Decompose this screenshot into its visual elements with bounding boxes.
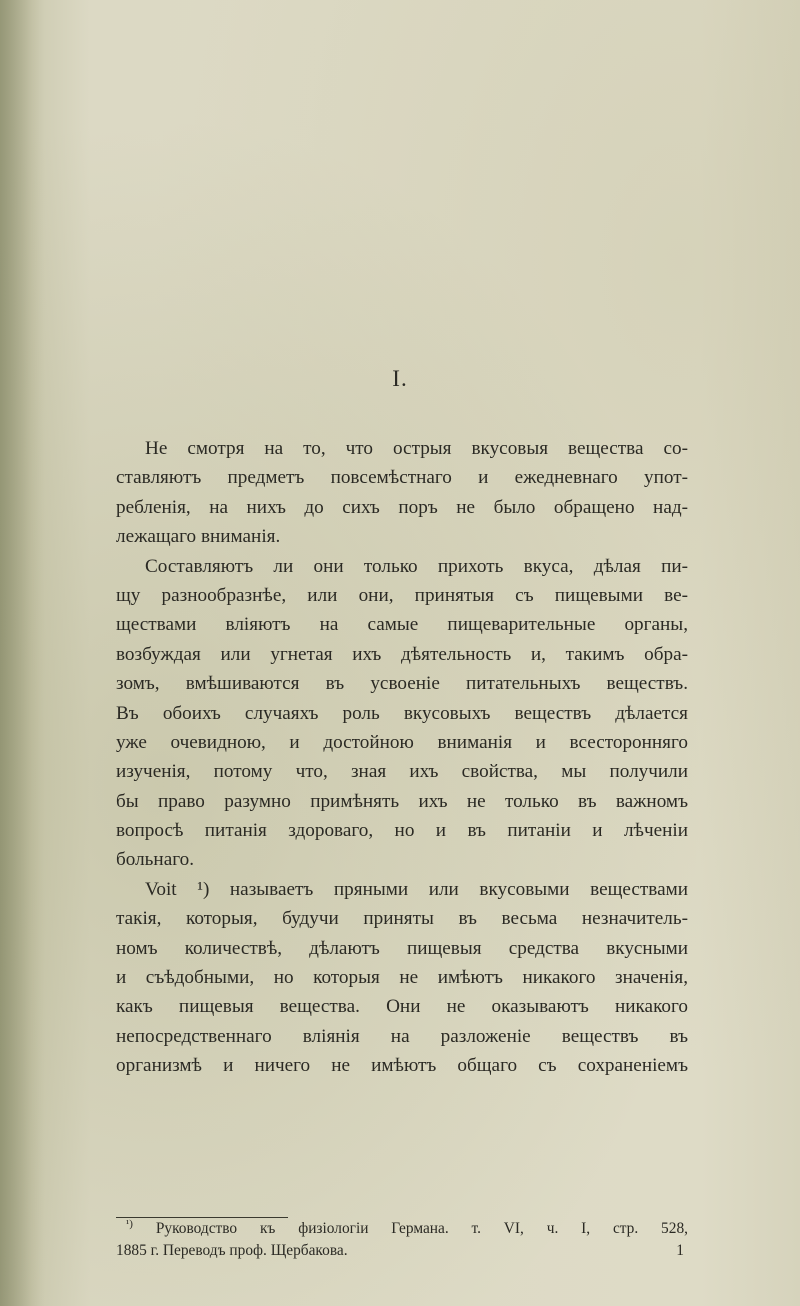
text-line: щу разнообразнѣе, или они, принятыя съ пищевыми ве- (116, 584, 688, 606)
text-line: ществами вліяютъ на самые пищеварительные органы, (116, 614, 688, 636)
text-line: организмѣ и ничего не имѣютъ общаго съ сохраненіемъ (116, 1055, 688, 1077)
text-line: зомъ, вмѣшиваются въ усвоеніе питательныхъ веществъ. (116, 673, 688, 695)
body-text (116, 434, 688, 1081)
text-line: непосредственнаго вліянія на разложеніе веществъ въ (116, 1025, 688, 1047)
text-line: номъ количествѣ, дѣлаютъ пищевыя средства вкусными (116, 937, 688, 959)
footnote-line (116, 1240, 688, 1262)
footnote-text: 1885 г. Переводъ проф. Щербакова. (116, 1242, 348, 1259)
section-heading: I. (392, 366, 408, 391)
page-binding-shadow (0, 0, 45, 1306)
text-line: вопросѣ питанія здороваго, но и въ питаніи и лѣченіи (116, 820, 688, 842)
text-line: ребленія, на нихъ до сихъ поръ не было обращено над- (116, 496, 688, 518)
footnote-text: Руководство къ физіологіи Германа. т. VI, ч. I, стр. 528, (155, 1220, 688, 1237)
text-line: больнаго. (116, 849, 194, 871)
text-line: Въ обоихъ случаяхъ роль вкусовыхъ веществъ дѣлается (116, 702, 688, 724)
text-line: уже очевидною, и достойною вниманія и всесторонняго (116, 731, 688, 753)
text-line: какъ пищевыя вещества. Они не оказываютъ никакого (116, 996, 688, 1018)
text-line: и съѣдобными, но которыя не имѣютъ никакого значенія, (116, 967, 688, 989)
text-line: Составляютъ ли они только прихоть вкуса, дѣлая пи- (145, 555, 688, 577)
text-line: бы право разумно примѣнять ихъ не только въ важномъ (116, 790, 688, 812)
footnote-mark: ¹) (126, 1217, 133, 1230)
text-line: Voit ¹) называетъ пряными или вкусовыми веществами (145, 878, 688, 900)
text-line: лежащаго вниманія. (116, 526, 281, 548)
text-line: возбуждая или угнетая ихъ дѣятельность и, такимъ обра- (116, 643, 688, 665)
text-line: Не смотря на то, что острыя вкусовыя вещества со- (145, 438, 688, 459)
text-line: изученія, потому что, зная ихъ свойства, мы получили (116, 761, 688, 783)
page-number: 1 (676, 1242, 684, 1259)
footnote-line (116, 1218, 688, 1240)
text-line: такія, которыя, будучи приняты въ весьма незначитель- (116, 908, 688, 930)
footnote (116, 1218, 688, 1262)
text-line: ставляютъ предметъ повсемѣстнаго и ежедневнаго упот- (116, 467, 688, 489)
